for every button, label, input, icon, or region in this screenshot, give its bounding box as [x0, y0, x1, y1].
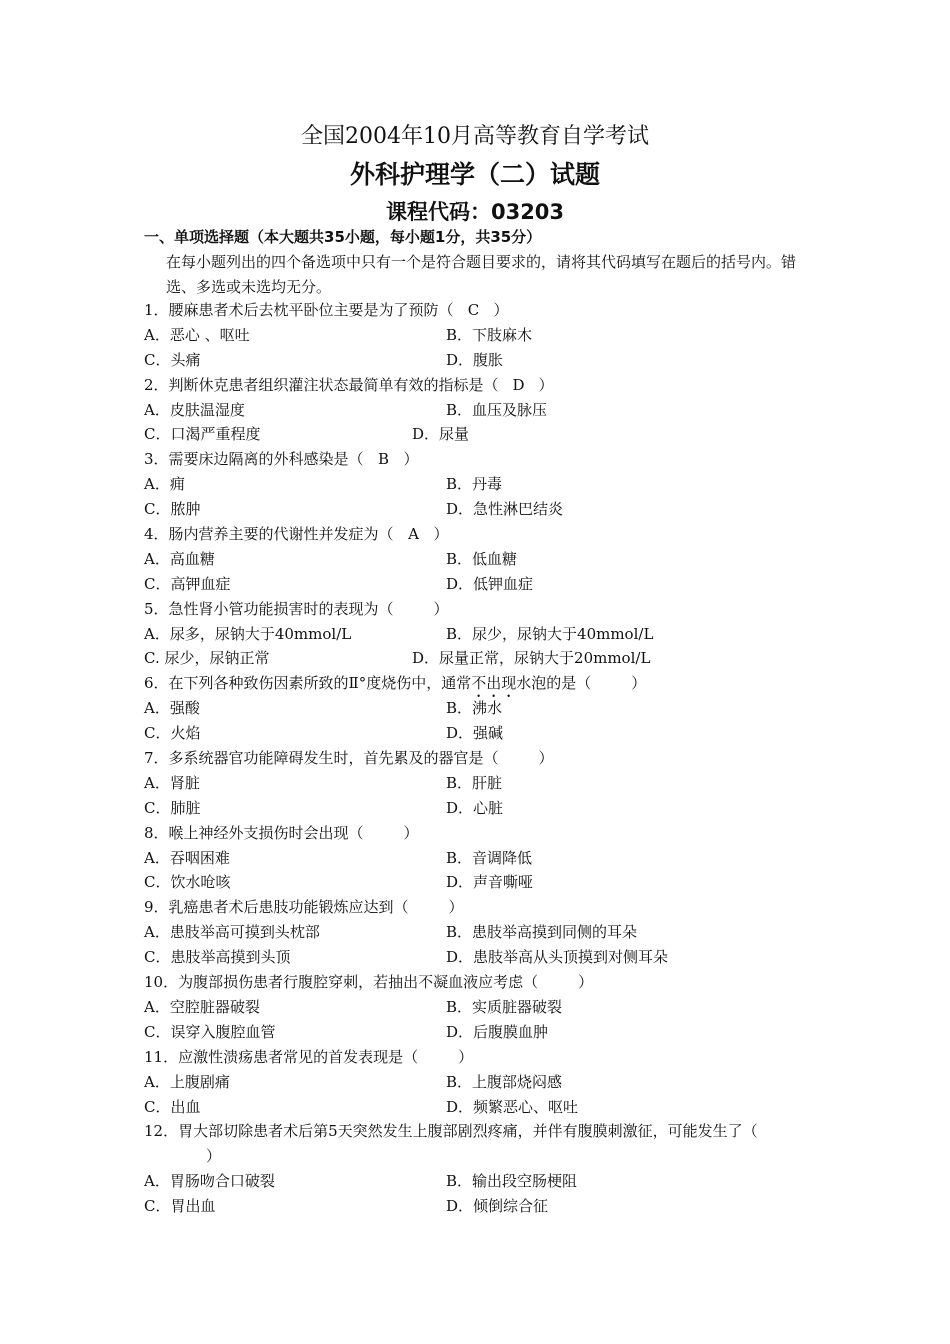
option-row	[144, 422, 814, 447]
option: B．下肢麻木	[446, 325, 533, 344]
option-row	[144, 323, 814, 348]
option-row	[144, 796, 814, 821]
option-row	[144, 398, 814, 423]
question-stem: 5．急性肾小管功能损害时的表现为（ ）	[144, 599, 449, 618]
option: A．尿多，尿钠大于40mmol/L	[144, 624, 352, 643]
option: C．高钾血症	[144, 574, 231, 593]
option-row	[144, 547, 814, 572]
option: B．沸水	[446, 699, 503, 718]
option: D．低钾血症	[446, 574, 534, 593]
option-row	[144, 1095, 814, 1120]
question-stem: 3．需要床边隔离的外科感染是（ B ）	[144, 447, 814, 472]
option: A．肾脏	[144, 773, 200, 792]
option: D．强碱	[446, 724, 504, 743]
option-row	[144, 721, 814, 746]
option: C．出血	[144, 1097, 201, 1116]
question-stem: 10．为腹部损伤患者行腹腔穿刺，若抽出不凝血液应考虑（ ）	[144, 973, 594, 992]
option-row	[144, 622, 814, 647]
option: C．饮水呛咳	[144, 873, 231, 892]
section-title: 一、单项选择题（本大题共35小题，每小题1分，共35分）	[144, 228, 542, 246]
question-stem: 8．喉上神经外支损伤时会出现（ ）	[144, 823, 419, 842]
answer-slot: A	[408, 525, 419, 544]
option: C．误穿入腹腔血管	[144, 1022, 276, 1041]
section-instruction: 在每小题列出的四个备选项中只有一个是符合题目要求的，请将其代码填写在题后的括号内。错选、多选或未选均无分。	[166, 253, 797, 296]
option: A．痈	[144, 475, 185, 494]
option: A．吞咽困难	[144, 848, 230, 867]
option: A．强酸	[144, 699, 200, 718]
answer-slot: B	[378, 450, 390, 469]
option-row	[144, 995, 814, 1020]
option: B．实质脏器破裂	[446, 997, 563, 1016]
option: A．空腔脏器破裂	[144, 997, 260, 1016]
option: C．头痛	[144, 350, 201, 369]
exam-title: 外科护理学（二）试题	[349, 160, 600, 189]
emphasized-text: 不出现	[471, 674, 517, 693]
question-stem: 7．多系统器官功能障碍发生时，首先累及的器官是（ ）	[144, 749, 554, 768]
option: D．频繁恶心、呕吐	[446, 1097, 579, 1116]
option: B．患肢举高摸到同侧的耳朵	[446, 923, 638, 942]
question-stem: 11．应激性溃疡患者常见的首发表现是（ ）	[144, 1047, 474, 1066]
option-row	[144, 472, 814, 497]
option: A．上腹剧痛	[144, 1072, 230, 1091]
option-row	[144, 945, 814, 970]
option: B．输出段空肠梗阻	[446, 1172, 578, 1191]
option: C．火焰	[144, 724, 201, 743]
option: B．低血糖	[446, 549, 518, 568]
option: D．急性淋巴结炎	[446, 500, 564, 519]
option: B．肝脏	[446, 773, 503, 792]
option-row	[144, 771, 814, 796]
option: D．声音嘶哑	[446, 873, 534, 892]
question-stem: 2．判断休克患者组织灌注状态最简单有效的指标是（ D ）	[144, 373, 814, 398]
option: A．恶心 、呕吐	[144, 325, 250, 344]
option: A．高血糖	[144, 549, 215, 568]
question-stem: 6．在下列各种致伤因素所致的Ⅱ°度烧伤中，通常不出现水泡的是（ ）	[144, 674, 647, 693]
option: D．倾倒综合征	[446, 1197, 549, 1216]
option: C．口渴严重程度	[144, 425, 261, 444]
question-stem: 1．腰麻患者术后去枕平卧位主要是为了预防（ C ）	[144, 298, 814, 323]
option-row	[144, 1020, 814, 1045]
option: A．患肢举高可摸到头枕部	[144, 923, 320, 942]
option-row	[144, 870, 814, 895]
option: D．尿量	[412, 425, 470, 444]
option-row	[144, 1169, 814, 1194]
answer-slot: C	[467, 301, 480, 319]
option-row	[144, 572, 814, 597]
option-row	[144, 348, 814, 373]
exam-header: 全国2004年10月高等教育自学考试	[301, 124, 649, 149]
option-row	[144, 1070, 814, 1095]
question-list	[144, 298, 814, 1219]
option: B．尿少，尿钠大于40mmol/L	[446, 624, 654, 643]
option: D．后腹膜血肿	[446, 1022, 549, 1041]
option-row	[144, 696, 814, 721]
option: D．尿量正常，尿钠大于20mmol/L	[412, 649, 651, 668]
option-row	[144, 1194, 814, 1219]
option: B．丹毒	[446, 475, 503, 494]
option: D．患肢举高从头顶摸到对侧耳朵	[446, 948, 669, 967]
option-row	[144, 646, 814, 671]
option: A．胃肠吻合口破裂	[144, 1172, 275, 1191]
question-stem: 12．胃大部切除患者术后第5天突然发生上腹部剧烈疼痛，并伴有腹膜刺激征，可能发生了（ ）	[144, 1122, 758, 1166]
option: C. 尿少，尿钠正常	[144, 649, 270, 668]
option-row	[144, 497, 814, 522]
option: C．患肢举高摸到头顶	[144, 948, 291, 967]
option: B．血压及脉压	[446, 400, 548, 419]
option: C．胃出血	[144, 1197, 216, 1216]
option: D．腹胀	[446, 350, 504, 369]
option: D．心脏	[446, 798, 504, 817]
option-row	[144, 920, 814, 945]
option: C．脓肿	[144, 500, 201, 519]
option: C．肺脏	[144, 798, 201, 817]
option: A．皮肤温湿度	[144, 400, 245, 419]
course-code: 课程代码：03203	[385, 200, 565, 224]
question-stem: 4．肠内营养主要的代谢性并发症为（ A ）	[144, 522, 814, 547]
option-row	[144, 846, 814, 871]
option: B．音调降低	[446, 848, 533, 867]
answer-slot: D	[512, 375, 525, 394]
option: B．上腹部烧闷感	[446, 1072, 563, 1091]
question-stem: 9．乳癌患者术后患肢功能锻炼应达到（ ）	[144, 898, 464, 917]
